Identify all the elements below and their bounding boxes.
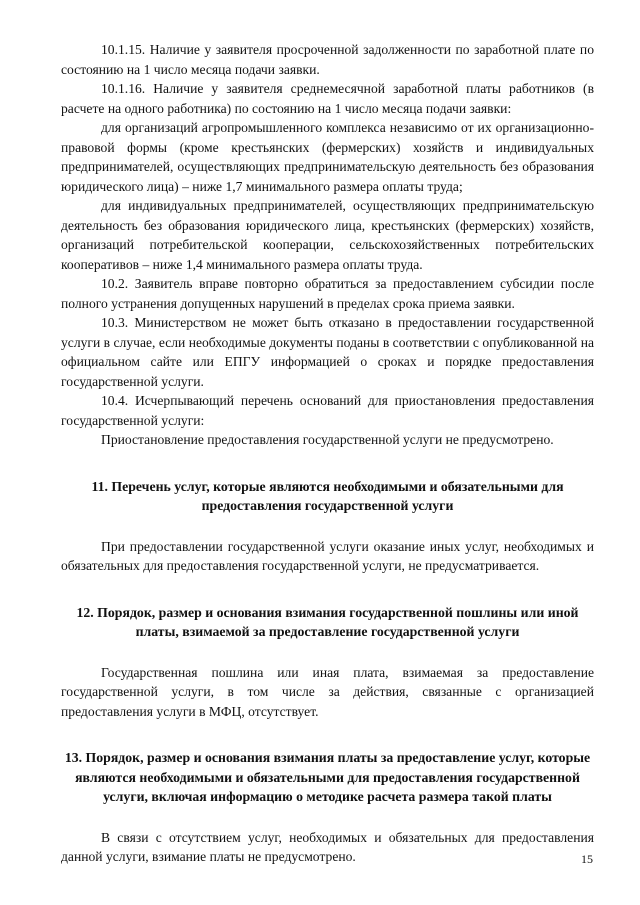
paragraph-10-1-15: 10.1.15. Наличие у заявителя просроченной задолженности по заработной плате по состоянию на 1 число месяца подачи заявки.: [61, 42, 594, 77]
spacer: [61, 450, 594, 477]
document-page: [61, 40, 594, 867]
paragraph-10-4: 10.4. Исчерпывающий перечень оснований для приостановления предоставления государственной услуги:: [61, 393, 594, 428]
paragraph-individual-entrepreneurs: для индивидуальных предпринимателей, осуществляющих предпринимательскую деятельность без образования юридического лица, крестьянских (фермерских) хозяйств, организаций потребительской кооперации, сельскохозяйственных потребительских кооперативов – ниже 1,4 минимального размера оплаты труда.: [61, 198, 594, 272]
paragraph-suspension-not-provided: Приостановление предоставления государственной услуги не предусмотрено.: [101, 432, 554, 447]
spacer: [61, 642, 594, 663]
spacer: [61, 807, 594, 828]
section-11-heading: 11. Перечень услуг, которые являются необходимыми и обязательными для предоставления государственной услуги: [91, 478, 564, 513]
spacer: [61, 721, 594, 748]
paragraph-10-2: 10.2. Заявитель вправе повторно обратиться за предоставлением субсидии после полного устранения допущенных нарушений в пределах срока приема заявки.: [61, 276, 594, 311]
spacer: [61, 576, 594, 603]
section-11-text: При предоставлении государственной услуги оказание иных услуг, необходимых и обязательных для предоставления государственной услуги, не предусматривается.: [61, 538, 594, 573]
paragraph-10-1-16: 10.1.16. Наличие у заявителя среднемесячной заработной платы работников (в расчете на одного работника) по состоянию на 1 число месяца подачи заявки:: [61, 81, 594, 116]
page-number: 15: [581, 852, 593, 866]
paragraph-agro-organizations: для организаций агропромышленного комплекса независимо от их организационно-правовой формы (кроме крестьянских (фермерских) хозяйств и индивидуальных предпринимателей, осуществляющих предпринимательскую деятельность без образования юридического лица) – ниже 1,7 минимального размера оплаты труда;: [61, 120, 594, 194]
paragraph-10-3: 10.3. Министерством не может быть отказано в предоставлении государственной услуги в случае, если необходимые документы поданы в соответствии с опубликованной на официальном сайте или ЕПГУ информацией о сроках и порядке предоставления государственной услуги.: [61, 315, 594, 389]
section-13-heading: 13. Порядок, размер и основания взимания платы за предоставление услуг, которые являются необходимыми и обязательными для предоставления государственной услуги, включая информацию о методике расчета размера такой платы: [64, 750, 591, 804]
section-12-heading: 12. Порядок, размер и основания взимания государственной пошлины или иной платы, взимаемой за предоставление государственной услуги: [76, 604, 579, 639]
section-12-text: Государственная пошлина или иная плата, взимаемая за предоставление государственной услуги, в том числе за действия, связанные с организацией предоставления услуги в МФЦ, отсутствует.: [61, 664, 594, 719]
spacer: [61, 516, 594, 537]
section-13-text: В связи с отсутствием услуг, необходимых и обязательных для предоставления данной услуги, взимание платы не предусмотрено.: [61, 829, 594, 864]
